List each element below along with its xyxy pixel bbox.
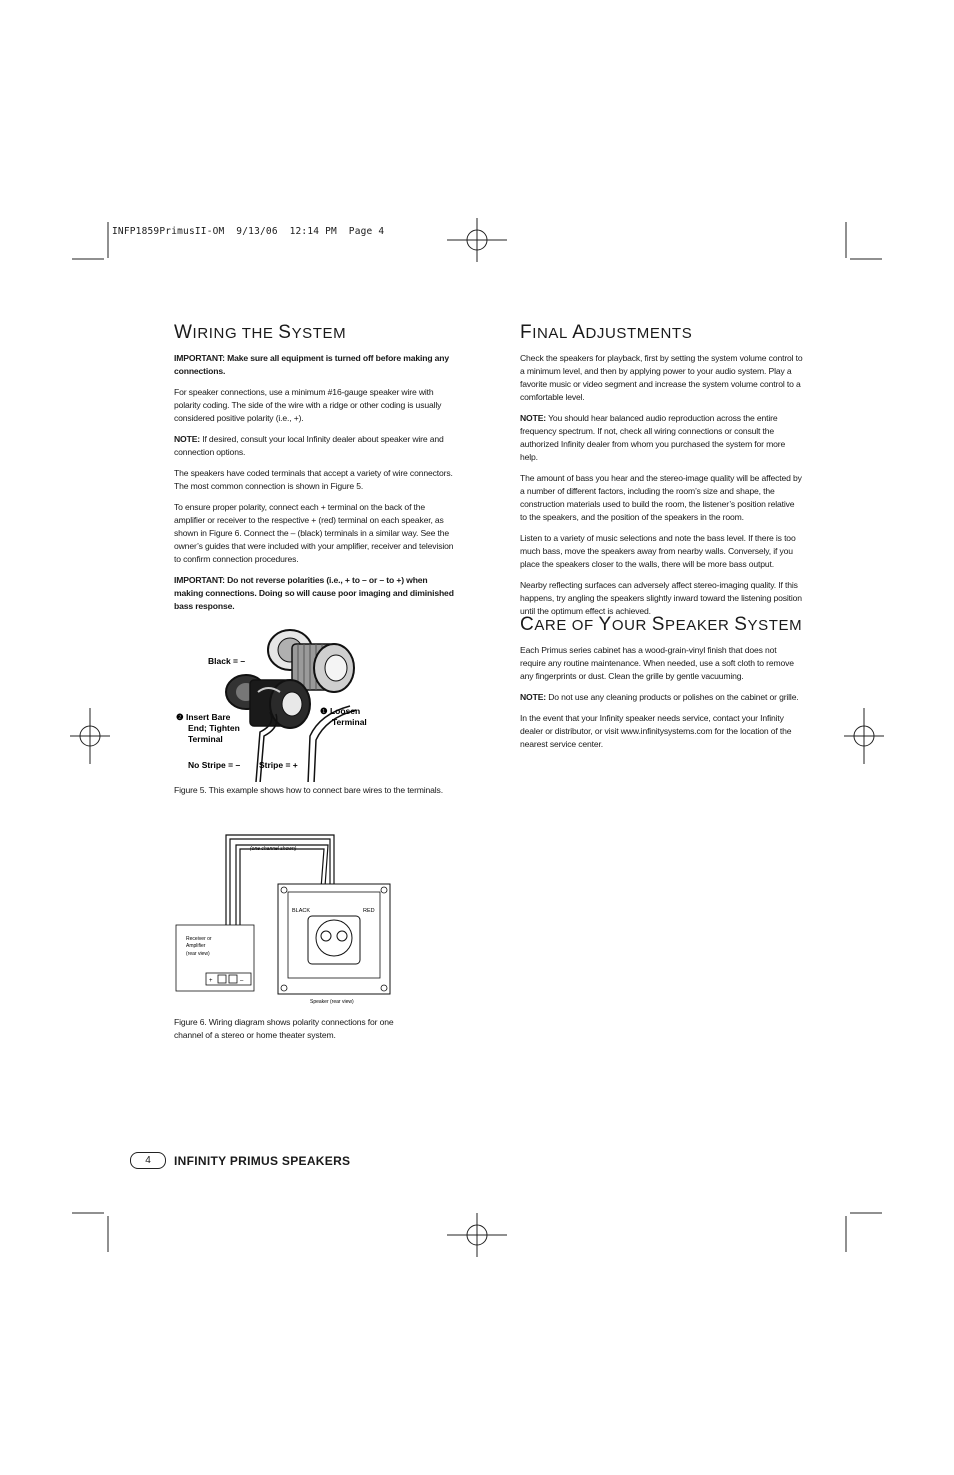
speaker-rear-panel [278, 884, 390, 994]
insert-label-1: ❷ Insert Bare [176, 712, 231, 722]
final-adjustments-heading: FINAL ADJUSTMENTS [520, 322, 693, 343]
final-paragraph-2: The amount of bass you hear and the stereo-image quality will be affected by a number of different factors, including the room’s size and shape, the construction materials used to build the room, the listener’s position relative to the speakers, and the position of the speakers in the room. [520, 473, 802, 522]
page-footer [130, 1152, 350, 1169]
speaker-rear-label: Speaker (rear view) [310, 999, 354, 1005]
care-paragraph-1: Each Primus series cabinet has a wood-grain-vinyl finish that does not require any routine maintenance. When needed, use a soft cloth to remove any fingerprints or dust. Clean the grille by gentle vacuuming. [520, 645, 794, 681]
wiring-paragraph-2: The speakers have coded terminals that accept a variety of wire connectors. The most common connection is shown in Figure 5. [174, 468, 453, 491]
receiver-minus: – [240, 978, 244, 984]
care-paragraph-2: In the event that your Infinity speaker needs service, contact your Infinity dealer or distributor, or visit www.infinitysystems.com for the location of the nearest service center. [520, 713, 792, 749]
final-paragraph-4: Nearby reflecting surfaces can adversely affect stereo-imaging quality. If this happens, try angling the speakers slightly inward toward the listening position until the optimum effect is achieved. [520, 580, 802, 616]
wiring-paragraph-3: To ensure proper polarity, connect each + terminal on the back of the amplifier or receiver to the respective + (red) terminal on each speaker, as shown in Figure 6. Connect the – (black) terminals in a similar way. See the owner’s guides that were included with your amplifier, receiver and television to confirm connection procedures. [174, 502, 454, 564]
important-notice-2: IMPORTANT: Do not reverse polarities (i.e., + to – or – to +) when making connections. Doing so will cause poor imaging and diminished bass response. [174, 575, 454, 611]
page-number: 4 [130, 1152, 166, 1169]
loosen-label-2: Terminal [332, 717, 367, 727]
important-notice-1: IMPORTANT: Make sure all equipment is turned off before making any connections. [174, 353, 450, 376]
final-note: NOTE: You should hear balanced audio reproduction across the entire frequency spectrum. If not, check all wiring connections or consult the authorized Infinity dealer from whom you purchased the system for more help. [520, 413, 786, 462]
receiver-plus: + [209, 978, 213, 984]
black-label: Black = – [208, 656, 246, 666]
wiring-heading: WIRING THE SYSTEM [174, 322, 347, 343]
final-adjustments-section [520, 322, 803, 626]
svg-text:Amplifier: Amplifier [186, 943, 206, 949]
one-channel-label: (one channel shown) [250, 846, 297, 852]
no-stripe-label: No Stripe = – [188, 760, 241, 770]
insert-label-3: Terminal [188, 734, 223, 744]
wiring-section [174, 322, 456, 621]
red-terminal-label: RED [363, 908, 375, 914]
wiring-paragraph-1: For speaker connections, use a minimum #16-gauge speaker wire with polarity coding. The side of the wire with a ridge or other coding is usually considered positive polarity (i.e., +). [174, 387, 442, 423]
insert-label-2: End; Tighten [188, 723, 240, 733]
figure-5-illustration [170, 622, 460, 782]
svg-text:(rear view): (rear view) [186, 951, 210, 957]
registration-right [844, 708, 884, 764]
running-head: INFINITY PRIMUS SPEAKERS [174, 1153, 351, 1168]
figure-5-caption: Figure 5. This example shows how to connect bare wires to the terminals. [174, 785, 443, 795]
registration-left [70, 708, 110, 764]
black-terminal-icon [226, 675, 310, 728]
final-paragraph-1: Check the speakers for playback, first by setting the system volume control to a minimum level, and then by applying power to your audio system. Play a favorite music or video segment and increase the system volume control to a comfortable level. [520, 353, 803, 402]
care-heading: CARE OF YOUR SPEAKER SYSTEM [520, 614, 803, 635]
registration-top [447, 218, 507, 262]
stripe-label: Stripe = + [259, 760, 298, 770]
registration-bottom [447, 1213, 507, 1257]
figure-6-diagram [170, 830, 400, 1010]
wiring-note: NOTE: If desired, consult your local Infinity dealer about speaker wire and connection options. [174, 434, 444, 457]
black-terminal-label: BLACK [292, 908, 311, 914]
final-paragraph-3: Listen to a variety of music selections and note the bass level. If there is too much bass, move the speakers away from nearby walls. Conversely, if you place the speakers closer to the walls, there will be more bass output. [520, 533, 796, 569]
loosen-label-1: ❶ Loosen [320, 706, 361, 716]
svg-text:Receiver or: Receiver or [186, 936, 212, 942]
print-slug: INFP1859PrimusII-OM 9/13/06 12:14 PM Page 4 [112, 226, 385, 237]
care-section [520, 614, 803, 759]
figure-6-caption: Figure 6. Wiring diagram shows polarity connections for one channel of a stereo or home theater system. [174, 1017, 394, 1040]
care-note: NOTE: Do not use any cleaning products or polishes on the cabinet or grille. [520, 692, 799, 702]
